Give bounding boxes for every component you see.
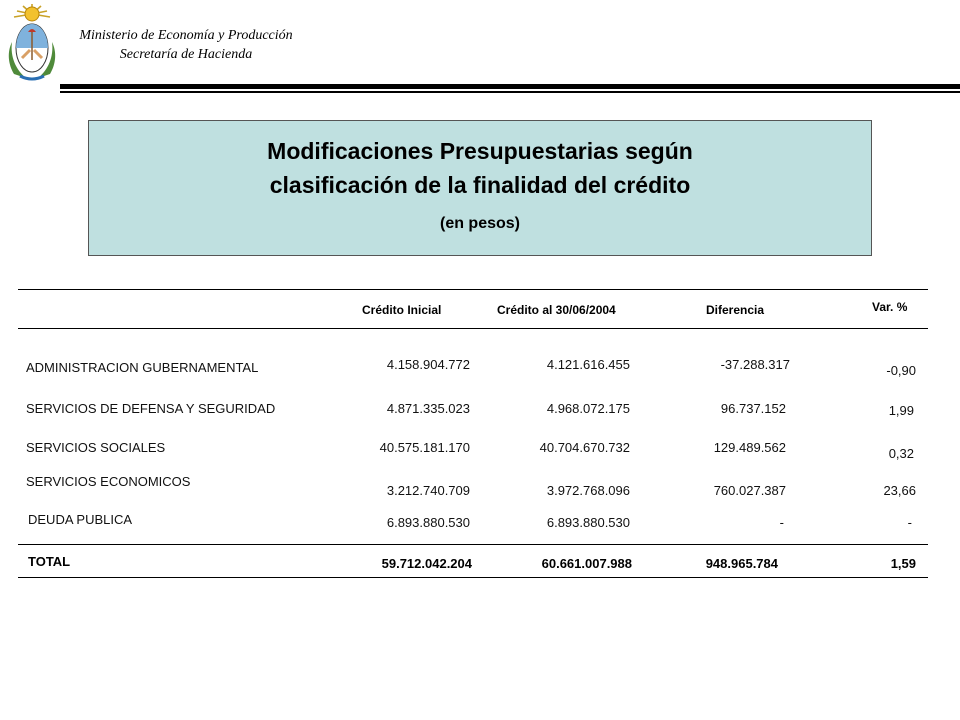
cell-diferencia: - [779,515,784,530]
total-label: TOTAL [28,554,71,569]
cell-diferencia: 760.027.387 [713,483,786,498]
page-title [88,134,872,202]
cell-al-fecha: 40.704.670.732 [539,440,630,455]
col-header-credito-inicial: Crédito Inicial [362,303,442,317]
title-line-2: clasificación de la finalidad del crédito [269,172,691,198]
total-al-fecha: 60.661.007.988 [541,556,632,571]
table-top-rule [18,289,928,290]
row-label-servicios-economicos: SERVICIOS ECONOMICOS [26,474,191,489]
row-label-servicios-sociales: SERVICIOS SOCIALES [26,440,166,455]
header-divider-thick [60,84,960,89]
cell-al-fecha: 4.968.072.175 [546,401,630,416]
header-divider-thin [60,91,960,93]
cell-diferencia: -37.288.317 [720,357,790,372]
col-header-credito-al-fecha: Crédito al 30/06/2004 [497,303,616,317]
cell-var: 0,32 [888,446,914,461]
cell-inicial: 3.212.740.709 [386,483,470,498]
cell-inicial: 6.893.880.530 [386,515,470,530]
cell-var: 23,66 [883,483,916,498]
ministry-name: Ministerio de Economía y Producción [79,28,293,43]
cell-al-fecha: 6.893.880.530 [546,515,630,530]
total-top-rule [18,544,928,545]
coat-of-arms-logo [6,2,58,82]
secretariat-name: Secretaría de Hacienda [119,47,253,62]
total-var: 1,59 [890,556,916,571]
row-label-defensa-seguridad: SERVICIOS DE DEFENSA Y SEGURIDAD [26,401,276,416]
col-header-var-pct: Var. % [872,300,908,314]
cell-var: 1,99 [888,403,914,418]
cell-var: - [907,515,912,530]
cell-var: -0,90 [886,363,916,378]
col-header-diferencia: Diferencia [706,303,765,317]
cell-al-fecha: 3.972.768.096 [546,483,630,498]
row-label-deuda-publica: DEUDA PUBLICA [28,512,133,527]
cell-inicial: 4.158.904.772 [386,357,470,372]
row-label-administracion: ADMINISTRACION GUBERNAMENTAL [26,360,259,375]
cell-diferencia: 96.737.152 [720,401,786,416]
ministry-header [60,26,312,64]
total-diferencia: 948.965.784 [705,556,778,571]
cell-inicial: 4.871.335.023 [386,401,470,416]
cell-al-fecha: 4.121.616.455 [546,357,630,372]
table-header-rule [18,328,928,329]
title-line-1: Modificaciones Presupuestarias según [267,138,693,164]
cell-inicial: 40.575.181.170 [379,440,470,455]
cell-diferencia: 129.489.562 [713,440,786,455]
table-bottom-rule [18,577,928,578]
total-inicial: 59.712.042.204 [381,556,472,571]
unit-subtitle: (en pesos) [439,215,520,232]
